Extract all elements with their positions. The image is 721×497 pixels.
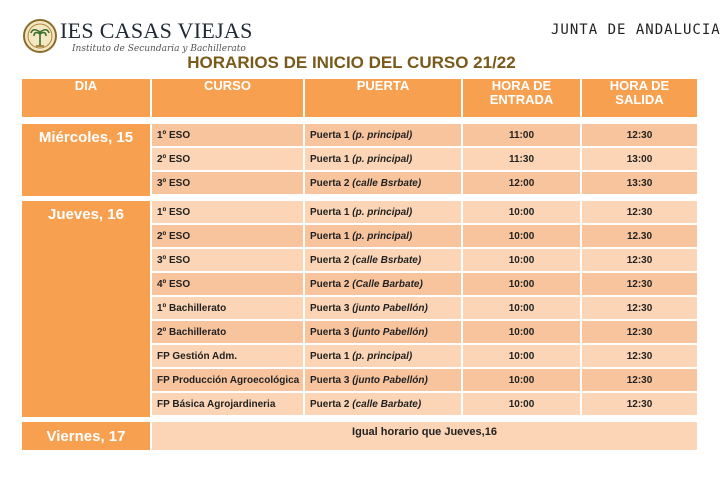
cell-puerta-extra: (calle Barbate) bbox=[352, 398, 422, 410]
header-salida bbox=[582, 79, 697, 119]
cell-puerta bbox=[305, 201, 461, 225]
page-title: HORARIOS DE INICIO DEL CURSO 21/22 bbox=[187, 53, 516, 72]
cell-puerta-extra: (p. principal) bbox=[352, 206, 413, 218]
cell-puerta-extra: (junto Pabellón) bbox=[352, 326, 428, 338]
cell-puerta-name: Puerta 3 bbox=[310, 326, 350, 338]
cell-curso: 4º ESO bbox=[152, 273, 303, 297]
junta-label: JUNTA DE ANDALUCIA bbox=[551, 22, 721, 38]
school-subtitle: Instituto de Secundaria y Bachillerato bbox=[72, 44, 246, 54]
cell-curso: 1º ESO bbox=[152, 201, 303, 225]
school-name: IES CASAS VIEJAS bbox=[60, 18, 253, 43]
schedule-table bbox=[20, 79, 699, 450]
day-jueves: Jueves, 16 bbox=[22, 201, 150, 417]
day-miercoles: Miércoles, 15 bbox=[22, 124, 150, 196]
cell-puerta-name: Puerta 2 bbox=[310, 254, 350, 266]
cell-entrada: 11:30 bbox=[463, 148, 580, 172]
cell-curso: 1º ESO bbox=[152, 124, 303, 148]
cell-entrada: 10:00 bbox=[463, 321, 580, 345]
cell-entrada: 10:00 bbox=[463, 201, 580, 225]
cell-puerta-name: Puerta 1 bbox=[310, 230, 350, 242]
cell-entrada: 10:00 bbox=[463, 297, 580, 321]
cell-entrada: 10:00 bbox=[463, 345, 580, 369]
table-row bbox=[22, 124, 697, 148]
cell-puerta-extra: (junto Pabellón) bbox=[352, 302, 428, 314]
cell-curso: FP Producción Agroecológica bbox=[152, 369, 303, 393]
cell-puerta-extra: (p. principal) bbox=[352, 129, 413, 141]
cell-salida: 12.30 bbox=[582, 225, 697, 249]
cell-puerta-name: Puerta 1 bbox=[310, 206, 350, 218]
table-row bbox=[22, 422, 697, 450]
cell-salida: 12:30 bbox=[582, 124, 697, 148]
cell-curso: FP Básica Agrojardineria bbox=[152, 393, 303, 417]
cell-salida: 12:30 bbox=[582, 201, 697, 225]
cell-curso: 3º ESO bbox=[152, 172, 303, 196]
school-logo-icon bbox=[22, 18, 58, 54]
cell-entrada: 10:00 bbox=[463, 225, 580, 249]
header-curso: CURSO bbox=[152, 79, 303, 119]
cell-puerta bbox=[305, 273, 461, 297]
cell-salida: 12:30 bbox=[582, 273, 697, 297]
cell-puerta-extra: (calle Bsrbate) bbox=[352, 254, 422, 266]
cell-entrada: 10:00 bbox=[463, 393, 580, 417]
cell-salida: 13:30 bbox=[582, 172, 697, 196]
header-row bbox=[22, 79, 697, 119]
cell-puerta bbox=[305, 172, 461, 196]
header-salida-line2: SALIDA bbox=[615, 92, 664, 107]
cell-entrada: 10:00 bbox=[463, 369, 580, 393]
header-salida-line1: HORA DE bbox=[609, 78, 670, 93]
cell-salida: 12:30 bbox=[582, 249, 697, 273]
cell-puerta-name: Puerta 3 bbox=[310, 374, 350, 386]
cell-puerta bbox=[305, 297, 461, 321]
cell-puerta-extra: (p. principal) bbox=[352, 230, 413, 242]
cell-salida: 12:30 bbox=[582, 369, 697, 393]
viernes-note: Igual horario que Jueves,16 bbox=[152, 422, 697, 450]
cell-puerta-name: Puerta 2 bbox=[310, 278, 350, 290]
cell-entrada: 10:00 bbox=[463, 249, 580, 273]
cell-salida: 12:30 bbox=[582, 393, 697, 417]
cell-puerta bbox=[305, 124, 461, 148]
cell-entrada: 10:00 bbox=[463, 273, 580, 297]
cell-puerta-name: Puerta 3 bbox=[310, 302, 350, 314]
cell-puerta-extra: (calle Bsrbate) bbox=[352, 177, 422, 189]
cell-entrada: 11:00 bbox=[463, 124, 580, 148]
header-entrada bbox=[463, 79, 580, 119]
cell-curso: 3º ESO bbox=[152, 249, 303, 273]
cell-puerta bbox=[305, 148, 461, 172]
cell-puerta-name: Puerta 1 bbox=[310, 153, 350, 165]
header-entrada-line1: HORA DE bbox=[491, 78, 552, 93]
cell-puerta-extra: (p. principal) bbox=[352, 350, 413, 362]
cell-puerta-extra: (Calle Barbate) bbox=[352, 278, 423, 290]
cell-puerta bbox=[305, 225, 461, 249]
header-dia: DIA bbox=[22, 79, 150, 119]
cell-entrada: 12:00 bbox=[463, 172, 580, 196]
cell-curso: 1º Bachillerato bbox=[152, 297, 303, 321]
cell-salida: 12:30 bbox=[582, 345, 697, 369]
cell-salida: 12:30 bbox=[582, 321, 697, 345]
cell-puerta-extra: (junto Pabellón) bbox=[352, 374, 428, 386]
header-entrada-line2: ENTRADA bbox=[489, 92, 554, 107]
cell-salida: 12:30 bbox=[582, 297, 697, 321]
table-row bbox=[22, 201, 697, 225]
cell-puerta bbox=[305, 345, 461, 369]
cell-puerta-name: Puerta 1 bbox=[310, 129, 350, 141]
cell-curso: FP Gestión Adm. bbox=[152, 345, 303, 369]
cell-puerta-name: Puerta 2 bbox=[310, 398, 350, 410]
cell-puerta-name: Puerta 2 bbox=[310, 177, 350, 189]
cell-curso: 2º ESO bbox=[152, 148, 303, 172]
cell-salida: 13:00 bbox=[582, 148, 697, 172]
cell-puerta bbox=[305, 369, 461, 393]
cell-puerta bbox=[305, 393, 461, 417]
header-puerta: PUERTA bbox=[305, 79, 461, 119]
cell-puerta-extra: (p. principal) bbox=[352, 153, 413, 165]
cell-puerta-name: Puerta 1 bbox=[310, 350, 350, 362]
day-viernes: Viernes, 17 bbox=[22, 422, 150, 450]
cell-puerta bbox=[305, 321, 461, 345]
cell-curso: 2º Bachillerato bbox=[152, 321, 303, 345]
cell-curso: 2º ESO bbox=[152, 225, 303, 249]
cell-puerta bbox=[305, 249, 461, 273]
